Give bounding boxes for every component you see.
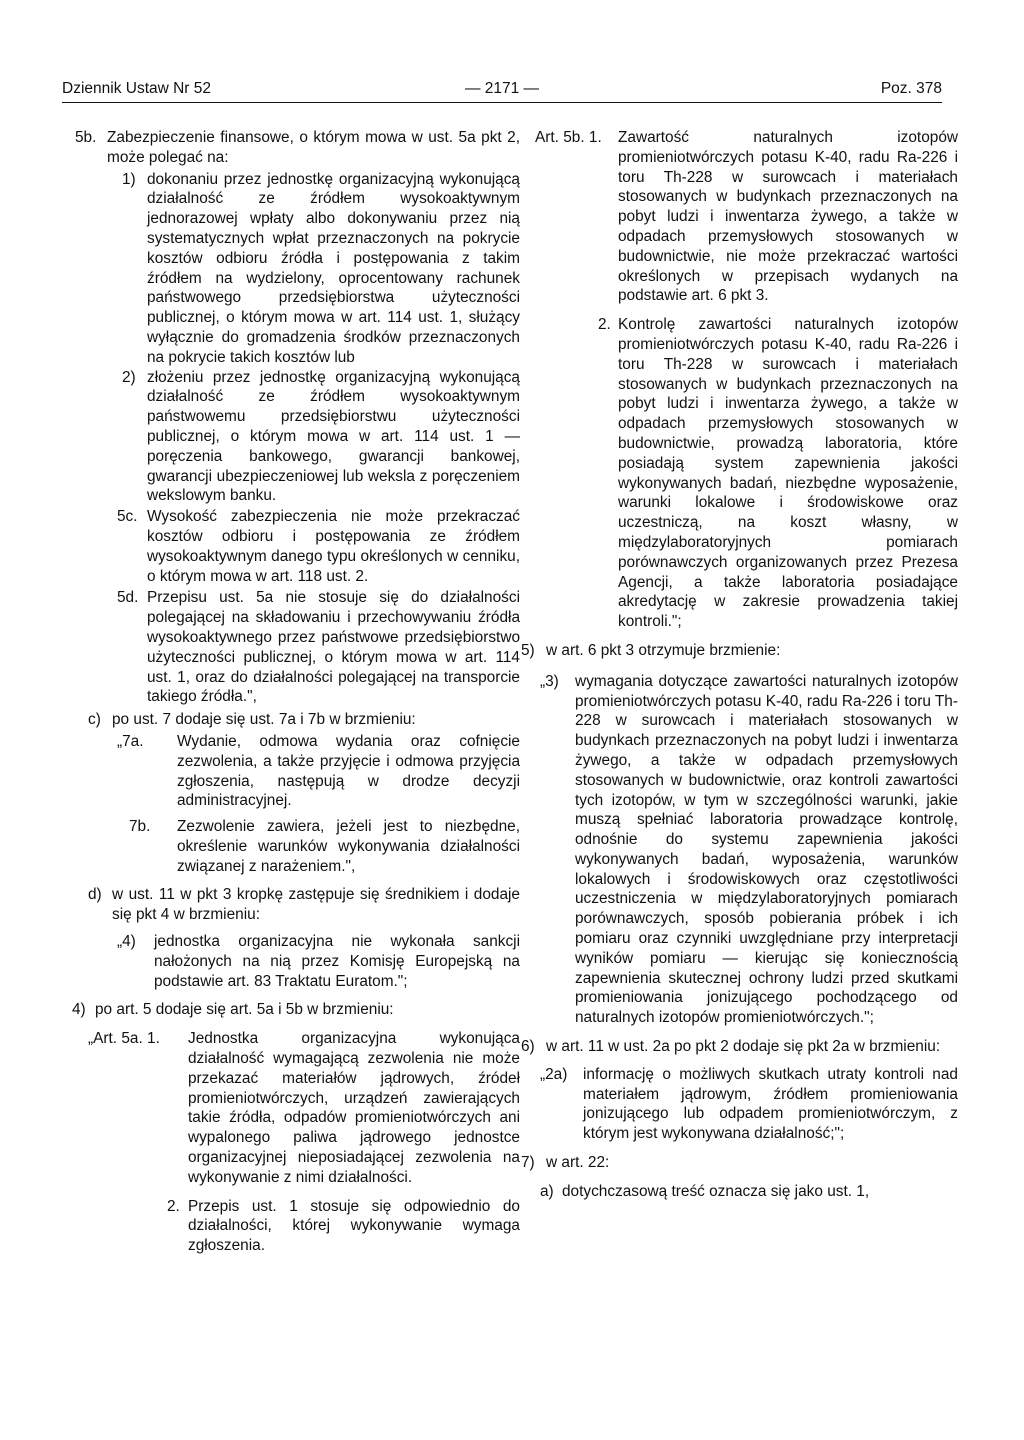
point-7 bbox=[518, 1153, 958, 1173]
paragraph-text: Wysokość zabezpieczenia nie może przekraczać kosztów odbioru i postępowania ze źródłem wysokoaktywnym danego typu określonych w cenniku, o którym mowa w art. 118 ust. 2. bbox=[147, 508, 520, 585]
point-label: 5) bbox=[521, 641, 535, 659]
point-text: w art. 11 w ust. 2a po pkt 2 dodaje się pkt 2a w brzmieniu: bbox=[546, 1038, 941, 1056]
right-column bbox=[518, 128, 958, 1202]
amendment-text: dotychczasową treść oznacza się jako ust. 1, bbox=[562, 1182, 870, 1200]
paragraph-7b bbox=[60, 817, 520, 876]
article-text: Zawartość naturalnych izotopów promieniotwórczych potasu K-40, radu Ra-226 i toru Th-228 w surowcach i materiałach stosowanych w budynkach przeznaczonych na pobyt ludzi i inwentarza żywego, a także w odpadach przemysłowych stosowanych w budownictwie, nie może przekraczać wartości określonych w przepisach wydanych na podstawie art. 6 pkt 3. bbox=[618, 129, 958, 305]
paragraph-label: 5b. bbox=[75, 129, 97, 146]
item-label: 1) bbox=[122, 170, 136, 188]
item-2 bbox=[60, 368, 520, 507]
article-label: Art. 5b. 1. bbox=[535, 129, 602, 146]
point-text: po art. 5 dodaje się art. 5a i 5b w brzmieniu: bbox=[95, 1001, 394, 1019]
point-4 bbox=[60, 1000, 520, 1020]
amendment-text: po ust. 7 dodaje się ust. 7a i 7b w brzmieniu: bbox=[112, 711, 416, 729]
item-text: dokonaniu przez jednostkę organizacyjną wykonującą działalność ze źródłem wysokoaktywnym jednorazowej wpłaty albo dokonywaniu przez nią systematycznych wpłat przeznaczonych na pokrycie kosztów odbioru źródła i postępowania z takim źródłem na wydzielony, oprocentowany rachunek państwowego przedsiębiorstwa użyteczności publicznej, o którym mowa w art. 114 ust. 1, służący wyłącznie do gromadzenia środków przeznaczonych na pokrycie takich kosztów lub bbox=[147, 170, 520, 366]
left-column bbox=[60, 128, 520, 1256]
item-text: wymagania dotyczące zawartości naturalnych izotopów promieniotwórczych potasu K-40, radu Ra-226 i toru Th-228 w surowcach i materiałach stosowanych w budynkach przeznaczonych na pobyt ludzi i inwentarza żywego, a także w odpadach przemysłowych stosowanych w budownictwie, oraz kontroli zawartości tych izotopów, w tym w szczególności warunki, jakie muszą spełniać laboratoria prowadzące kontrolę, odnośnie do systemu zapewnienia jakości wykonywanych badań, wyposażenia, warunków lokalowych i środowiskowych oraz częstotliwości uczestniczenia w międzylaboratoryjnych pomiarach porównawczych, sposób pobierania próbek i ich pomiaru oraz czynniki uwzględniane przy interpretacji wyników pomiaru — kierując się koniecznością zapewnienia skutecznej ochrony ludzi przed skutkami promieniowania jonizującego pochodzącego od naturalnych izotopów promieniotwórczych."; bbox=[575, 672, 958, 1027]
page-header bbox=[62, 80, 942, 103]
item-label: „2a) bbox=[540, 1065, 568, 1083]
article-label: „Art. 5a. 1. bbox=[88, 1030, 160, 1048]
paragraph-text: Wydanie, odmowa wydania oraz cofnięcie zezwolenia, a także przyjęcie i odmowa przyjęcia zgłoszenia, następują w drodze decyzji administracyjnej. bbox=[177, 732, 520, 810]
point-label: 7) bbox=[521, 1154, 535, 1172]
item-text: informację o możliwych skutkach utraty kontroli nad materiałem jądrowym, źródłem promieniowania jonizującego lub odpadem promieniotwórczym, z którym jest wykonywana działalność;"; bbox=[583, 1065, 958, 1143]
article-label: 2. bbox=[167, 1197, 180, 1215]
journal-title: Dziennik Ustaw Nr 52 bbox=[62, 80, 212, 97]
amendment-text: w ust. 11 w pkt 3 kropkę zastępuje się średnikiem i dodaje się pkt 4 w brzmieniu: bbox=[112, 886, 520, 924]
paragraph-5b bbox=[60, 128, 520, 168]
paragraph-text: Zezwolenie zawiera, jeżeli jest to niezbędne, określenie warunków wykonywania działalności związanej z narażeniem.", bbox=[177, 818, 520, 875]
paragraph-7a bbox=[60, 732, 520, 811]
paragraph-5d bbox=[60, 588, 520, 707]
item-label: „4) bbox=[117, 933, 136, 951]
item-label: 2) bbox=[122, 368, 136, 386]
amendment-d bbox=[60, 885, 520, 925]
paragraph-text: Przepisu ust. 5a nie stosuje się do działalności polegającej na składowaniu i przechowywaniu źródła wysokoaktywnego przez państwowe przedsiębiorstwo użyteczności publicznej, o którym mowa w art. 114 ust. 1, oraz do działalności polegającej na transporcie takiego źródła.", bbox=[147, 589, 520, 706]
point-label: 6) bbox=[521, 1038, 535, 1056]
article-5b-1 bbox=[518, 128, 958, 306]
article-5a-2 bbox=[60, 1197, 520, 1256]
paragraph-label: „7a. bbox=[117, 732, 144, 750]
item-label: „3) bbox=[540, 672, 559, 690]
item-1 bbox=[60, 170, 520, 368]
article-label: 2. bbox=[598, 316, 611, 334]
amendment-c bbox=[60, 710, 520, 730]
article-5b-2 bbox=[518, 315, 958, 632]
point-text: w art. 22: bbox=[546, 1154, 610, 1172]
item-4 bbox=[60, 932, 520, 991]
paragraph-label: 5d. bbox=[117, 589, 139, 607]
paragraph-5c bbox=[60, 507, 520, 586]
item-2a bbox=[518, 1065, 958, 1144]
paragraph-text: Zabezpieczenie finansowe, o którym mowa w ust. 5a pkt 2, może polegać na: bbox=[107, 129, 520, 166]
point-6 bbox=[518, 1037, 958, 1057]
article-text: Jednostka organizacyjna wykonująca działalność wymagającą zezwolenia nie może przekazać materiałów jądrowych, źródeł promieniotwórczych, urządzeń zawierających takie źródła, odpadów promieniotwórczych ani wypalonego paliwa jądrowego jednostce organizacyjnej nieposiadającej zezwolenia na wykonywanie z nimi działalności. bbox=[188, 1030, 520, 1186]
point-text: w art. 6 pkt 3 otrzymuje brzmienie: bbox=[546, 641, 781, 659]
position-number: Poz. 378 bbox=[880, 80, 942, 97]
article-text: Kontrolę zawartości naturalnych izotopów promieniotwórczych potasu K-40, radu Ra-226 i toru Th-228 w surowcach i materiałach stosowanych w budynkach przeznaczonych na pobyt ludzi i inwentarza żywego, a także w odpadach przemysłowych stosowanych w budownictwie, prowadzą laboratoria, które posiadają system zapewnienia jakości wykonywanych badań, niezbędne wyposażenie, warunki lokalowe i środowiskowe oraz uczestniczą, na koszt własny, w międzylaboratoryjnych pomiarach porównawczych organizowanych przez Prezesa Agencji, a także laboratoria posiadające akredytację w zakresie prowadzenia takiej kontroli."; bbox=[618, 316, 958, 631]
paragraph-label: 7b. bbox=[129, 818, 151, 836]
point-5 bbox=[518, 641, 958, 661]
item-text: złożeniu przez jednostkę organizacyjną wykonującą działalność ze źródłem wysokoaktywnym państwowemu przedsiębiorstwu użyteczności publicznej, o którym mowa w art. 114 ust. 1 — poręczenia bankowego, gwarancji bankowej, gwarancji ubezpieczeniowej lub weksla z poręczeniem wekslowym banku. bbox=[147, 368, 520, 505]
amendment-label: a) bbox=[540, 1182, 554, 1200]
paragraph-label: 5c. bbox=[117, 508, 138, 526]
article-text: Przepis ust. 1 stosuje się odpowiednio do działalności, której wykonywanie wymaga zgłoszenia. bbox=[188, 1197, 520, 1255]
amendment-label: c) bbox=[88, 711, 101, 729]
amendment-label: d) bbox=[88, 886, 102, 904]
page-number: — 2171 — bbox=[464, 80, 540, 97]
item-3 bbox=[518, 672, 958, 1028]
point-label: 4) bbox=[72, 1001, 86, 1019]
item-text: jednostka organizacyjna nie wykonała sankcji nałożonych na nią przez Komisję Europejską na podstawie art. 83 Traktatu Euratom."; bbox=[154, 933, 520, 990]
amendment-a bbox=[518, 1182, 958, 1202]
article-5a-1 bbox=[60, 1029, 520, 1187]
